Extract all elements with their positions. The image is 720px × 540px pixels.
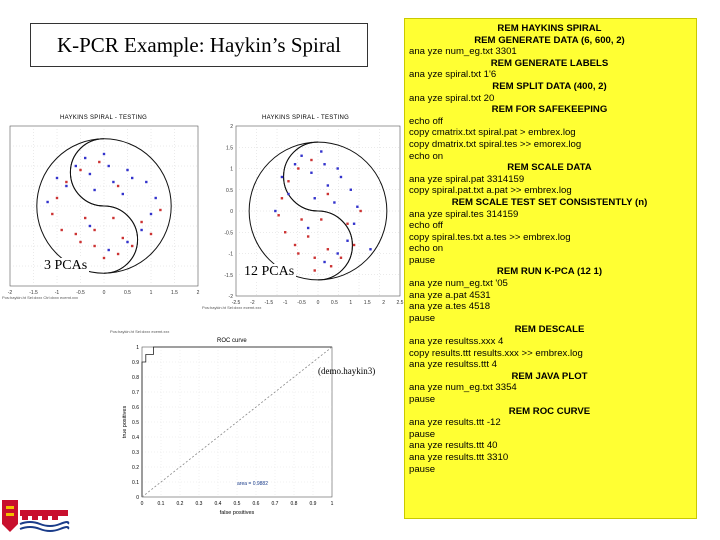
x-tick-label: 2.5 — [396, 300, 404, 306]
slide-title-box — [30, 23, 368, 67]
data-point-series-1 — [320, 218, 322, 220]
script-command-line: ana yze num_eg.txt '05 — [409, 278, 508, 290]
data-point-series-1 — [307, 235, 309, 237]
script-rem-line: REM GENERATE LABELS — [490, 57, 609, 69]
data-point-series-0 — [108, 249, 110, 251]
data-point-series-1 — [84, 217, 86, 219]
data-point-series-0 — [65, 185, 67, 187]
data-point-series-1 — [327, 248, 329, 250]
y-tick-label: -1 — [228, 251, 233, 258]
roc-window-note: Pos:haykin.ht Sel:dxxx ecemt.xxx — [110, 329, 170, 334]
roc-title: ROC curve — [217, 338, 247, 344]
x-tick-label: 0 — [102, 290, 106, 296]
script-command-line: ana yze spiral.txt 20 — [409, 92, 495, 104]
data-point-series-1 — [150, 233, 152, 235]
data-point-series-0 — [126, 169, 128, 171]
data-point-series-0 — [140, 229, 142, 231]
data-point-series-1 — [103, 257, 105, 259]
roc-x-tick-label: 0.8 — [290, 501, 298, 507]
script-command-line: ana yze results.ttt -12 — [409, 417, 501, 429]
x-tick-label: -0.5 — [297, 300, 306, 306]
script-command-line: pause — [409, 428, 436, 440]
roc-y-axis-label: true positives — [122, 405, 128, 439]
data-point-series-1 — [112, 217, 114, 219]
data-point-series-0 — [103, 153, 105, 155]
script-rem-line: REM GENERATE DATA (6, 600, 2) — [474, 34, 625, 46]
script-rem-line: REM DESCALE — [514, 324, 585, 336]
data-point-series-0 — [336, 167, 338, 169]
data-point-series-1 — [159, 209, 161, 211]
roc-x-axis-label: false positives — [219, 510, 255, 516]
data-point-series-1 — [117, 185, 119, 187]
left-plot-title: HAYKINS SPIRAL - TESTING — [60, 115, 148, 121]
data-point-series-1 — [359, 210, 361, 212]
data-point-series-1 — [65, 181, 67, 183]
script-command-line: ana yze results.ttt 3310 — [409, 451, 509, 463]
script-command-line: ana yze a.tes 4518 — [409, 301, 491, 313]
script-rem-line: REM FOR SAFEKEEPING — [491, 104, 608, 116]
roc-x-tick-label: 0.3 — [195, 501, 203, 507]
script-command-line: pause — [409, 394, 436, 405]
data-point-series-0 — [56, 177, 58, 179]
x-tick-label: -0.5 — [76, 290, 85, 296]
right-plot-title: HAYKINS SPIRAL - TESTING — [262, 115, 350, 121]
demo-label: (demo.haykin3) — [318, 366, 376, 376]
script-rem-line: REM HAYKINS SPIRAL — [497, 23, 602, 34]
data-point-series-1 — [79, 241, 81, 243]
data-point-series-0 — [314, 197, 316, 199]
data-point-series-0 — [346, 240, 348, 242]
data-point-series-0 — [323, 261, 325, 263]
data-point-series-0 — [287, 193, 289, 195]
roc-y-tick-label: 0.8 — [132, 375, 139, 381]
roc-window — [92, 325, 344, 517]
x-tick-label: -2 — [250, 300, 255, 306]
roc-y-tick-label: 0.9 — [132, 360, 139, 366]
roc-y-tick-label: 0.5 — [132, 420, 139, 426]
script-panel — [404, 18, 697, 519]
data-point-series-0 — [108, 165, 110, 167]
script-command-line: pause — [409, 312, 436, 324]
x-tick-label: 1 — [149, 290, 153, 296]
data-point-series-0 — [350, 189, 352, 191]
x-tick-label: 1.5 — [363, 300, 371, 306]
roc-x-tick-label: 1 — [330, 501, 334, 507]
script-rem-line: REM SPLIT DATA (400, 2) — [492, 80, 607, 92]
data-point-series-1 — [131, 245, 133, 247]
data-point-series-0 — [356, 206, 358, 208]
roc-y-tick-label: 1 — [136, 345, 139, 351]
label-12-pcas: 12 PCAs — [244, 264, 295, 279]
script-rem-line: REM ROC CURVE — [508, 405, 591, 417]
x-tick-label: 0 — [316, 300, 320, 306]
y-tick-label: 0.5 — [226, 187, 233, 194]
roc-x-tick-label: 0.7 — [271, 501, 279, 507]
script-command-line: echo on — [409, 150, 444, 162]
script-command-line: copy spiral.pat.txt a.pat >> embrex.log — [409, 185, 572, 197]
data-point-series-0 — [84, 157, 86, 159]
data-point-series-1 — [353, 244, 355, 246]
roc-y-tick-label: 0 — [136, 495, 139, 501]
left-plot-note: Pos:haykin.ht Sel:dxxx Ctrl:dxxx ecemt.xxx — [2, 295, 79, 300]
data-point-series-1 — [93, 245, 95, 247]
data-point-series-0 — [340, 176, 342, 178]
y-tick-label: 1.5 — [226, 145, 233, 152]
data-point-series-1 — [294, 244, 296, 246]
script-command-line: ana yze resultss.xxx 4 — [409, 336, 504, 348]
script-command-line: copy results.ttt results.xxx >> embrex.log — [409, 347, 583, 359]
script-lines — [409, 23, 690, 475]
script-command-line: pause — [409, 254, 436, 266]
script-command-line: ana yze results.ttt 40 — [409, 440, 498, 452]
data-point-series-1 — [122, 237, 124, 239]
data-point-series-1 — [314, 257, 316, 259]
roc-chart — [92, 333, 344, 519]
data-point-series-1 — [75, 233, 77, 235]
data-point-series-0 — [274, 210, 276, 212]
script-command-line: copy dmatrix.txt spiral.tes >> emorex.log — [409, 138, 582, 150]
data-point-series-1 — [117, 253, 119, 255]
data-point-series-0 — [131, 177, 133, 179]
roc-area-annotation: area = 0.9882 — [237, 481, 268, 487]
roc-y-tick-label: 0.2 — [132, 465, 139, 471]
data-point-series-0 — [155, 197, 157, 199]
data-point-series-0 — [75, 165, 77, 167]
data-point-series-0 — [145, 181, 147, 183]
data-point-series-0 — [294, 163, 296, 165]
script-rem-line: REM RUN K-PCA (12 1) — [496, 266, 603, 278]
script-rem-line: REM SCALE DATA — [507, 162, 592, 174]
data-point-series-1 — [93, 229, 95, 231]
roc-y-tick-label: 0.4 — [132, 435, 139, 441]
data-point-series-1 — [297, 252, 299, 254]
data-point-series-1 — [277, 214, 279, 216]
data-point-series-1 — [300, 218, 302, 220]
roc-y-tick-label: 0.1 — [132, 480, 139, 486]
roc-x-tick-label: 0.9 — [309, 501, 317, 507]
roc-y-tick-label: 0.7 — [132, 390, 139, 396]
data-point-series-0 — [353, 223, 355, 225]
roc-y-tick-label: 0.6 — [132, 405, 139, 411]
data-point-series-0 — [320, 150, 322, 152]
script-command-line: copy spiral.tes.txt a.tes >> embrex.log — [409, 231, 571, 243]
script-command-line: ana yze spiral.tes 314159 — [409, 208, 519, 220]
x-tick-label: 2 — [382, 300, 385, 306]
x-tick-label: -1.5 — [264, 300, 274, 306]
data-point-series-1 — [330, 265, 332, 267]
data-point-series-0 — [46, 201, 48, 203]
data-point-series-0 — [323, 163, 325, 165]
script-command-line: copy cmatrix.txt spiral.pat > embrex.log — [409, 127, 576, 139]
roc-x-tick-label: 0.6 — [252, 501, 260, 507]
roc-x-tick-label: 0.1 — [157, 501, 165, 507]
slide-title: K-PCR Example: Haykin’s Spiral — [56, 32, 342, 57]
data-point-series-1 — [297, 167, 299, 169]
script-rem-line: REM JAVA PLOT — [511, 370, 588, 382]
x-tick-label: -1.5 — [29, 290, 38, 296]
university-crest-logo — [0, 496, 70, 536]
script-command-line: pause — [409, 463, 436, 475]
script-command-line: echo on — [409, 243, 444, 255]
y-tick-label: -1.5 — [224, 272, 233, 279]
script-command-line: ana yze num_eg.txt 3301 — [409, 46, 517, 58]
data-point-series-0 — [327, 184, 329, 186]
data-point-series-0 — [89, 173, 91, 175]
script-command-line: ana yze resultss.ttt 4 — [409, 359, 497, 371]
script-command-line: echo off — [409, 115, 443, 127]
x-tick-label: 0.5 — [124, 290, 131, 296]
y-tick-label: -0.5 — [224, 230, 233, 237]
data-point-series-1 — [140, 221, 142, 223]
x-tick-label: -2 — [7, 290, 13, 296]
x-tick-label: -2.5 — [231, 300, 241, 306]
data-point-series-0 — [93, 189, 95, 191]
data-point-series-0 — [333, 201, 335, 203]
data-point-series-0 — [112, 181, 114, 183]
y-tick-label: 1 — [230, 166, 233, 173]
data-point-series-1 — [340, 257, 342, 259]
x-tick-label: 2 — [196, 290, 200, 296]
left-spiral-plot — [0, 112, 205, 302]
data-point-series-1 — [98, 161, 100, 163]
script-rem-line: REM SCALE TEST SET CONSISTENTLY (n) — [451, 196, 648, 208]
y-tick-label: 2 — [230, 124, 233, 130]
x-tick-label: -1 — [54, 290, 60, 296]
data-point-series-0 — [310, 172, 312, 174]
data-point-series-1 — [310, 159, 312, 161]
roc-x-tick-label: 0 — [140, 501, 144, 507]
script-command-line: echo off — [409, 220, 443, 232]
x-tick-label: 0.5 — [330, 300, 338, 306]
data-point-series-1 — [79, 169, 81, 171]
label-3-pcas: 3 PCAs — [44, 258, 88, 273]
data-point-series-0 — [89, 225, 91, 227]
data-point-series-0 — [336, 252, 338, 254]
x-tick-label: 1 — [349, 300, 353, 306]
script-command-line: ana yze num_eg.txt 3354 — [409, 382, 517, 394]
data-point-series-0 — [307, 227, 309, 229]
data-point-series-0 — [150, 213, 152, 215]
x-tick-label: -1 — [282, 300, 288, 306]
y-tick-label: -2 — [228, 294, 233, 300]
data-point-series-0 — [300, 155, 302, 157]
data-point-series-1 — [284, 231, 286, 233]
data-point-series-1 — [61, 229, 63, 231]
script-command-line: ana yze spiral.pat 3314159 — [409, 173, 525, 185]
data-point-series-1 — [287, 180, 289, 182]
roc-x-tick-label: 0.5 — [233, 501, 241, 507]
data-point-series-1 — [346, 223, 348, 225]
data-point-series-1 — [51, 213, 53, 215]
x-tick-label: 1.5 — [171, 290, 178, 296]
data-point-series-1 — [56, 197, 58, 199]
data-point-series-0 — [122, 193, 124, 195]
data-point-series-1 — [314, 269, 316, 271]
roc-x-tick-label: 0.4 — [214, 501, 222, 507]
data-point-series-0 — [369, 248, 371, 250]
data-point-series-0 — [281, 176, 283, 178]
data-point-series-1 — [281, 197, 283, 199]
roc-y-tick-label: 0.3 — [132, 450, 139, 456]
script-command-line: ana yze spiral.txt 1'6 — [409, 69, 497, 81]
left-spiral-chart — [0, 122, 205, 300]
y-tick-label: 0 — [230, 209, 233, 215]
right-plot-note: Pos:haykin.ht Sel:dxxx ecemt.xxx — [202, 305, 262, 310]
roc-x-tick-label: 0.2 — [176, 501, 184, 507]
right-spiral-plot — [200, 112, 405, 312]
data-point-series-1 — [327, 193, 329, 195]
data-point-series-0 — [126, 241, 128, 243]
right-spiral-chart — [200, 122, 405, 310]
script-command-line: ana yze a.pat 4531 — [409, 289, 491, 301]
